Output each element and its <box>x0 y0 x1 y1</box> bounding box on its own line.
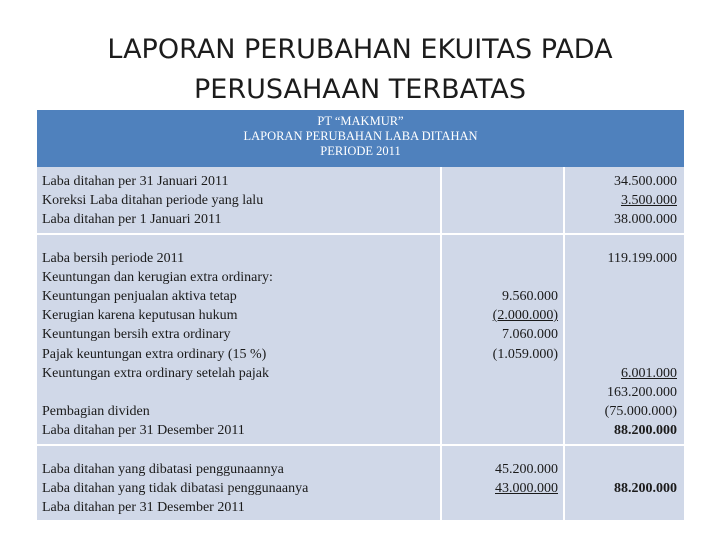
slide-title <box>0 30 720 110</box>
value-laba-1-januari: 38.000.000 <box>614 212 677 227</box>
title-line-1: LAPORAN PERUBAHAN EKUITAS PADA <box>107 34 613 65</box>
value-total-laba-ditahan: 88.200.000 <box>614 481 677 496</box>
label-kerugian-hukum: Kerugian karena keputusan hukum <box>42 308 238 323</box>
value-setelah-pajak: 6.001.000 <box>621 366 677 381</box>
label-laba-31-januari: Laba ditahan per 31 Januari 2011 <box>42 174 229 189</box>
label-laba-31-desember-total: Laba ditahan per 31 Desember 2011 <box>42 500 245 515</box>
report-period: PERIODE 2011 <box>320 144 401 158</box>
label-laba-bersih: Laba bersih periode 2011 <box>42 251 185 266</box>
column-divider-2 <box>563 167 565 520</box>
label-extra-ordinary: Keuntungan dan kerugian extra ordinary: <box>42 270 273 285</box>
mid-tidak-dibatasi: 43.000.000 <box>495 481 558 496</box>
column-divider-1 <box>440 167 442 520</box>
mid-keuntungan-penjualan: 9.560.000 <box>502 289 558 304</box>
report-name: LAPORAN PERUBAHAN LABA DITAHAN <box>243 129 478 143</box>
label-tidak-dibatasi: Laba ditahan yang tidak dibatasi penggunaanya <box>42 481 309 496</box>
company-name: PT “MAKMUR” <box>317 114 404 128</box>
label-keuntungan-bersih: Keuntungan bersih extra ordinary <box>42 327 231 342</box>
mid-dibatasi: 45.200.000 <box>495 462 558 477</box>
value-subtotal: 163.200.000 <box>607 385 677 400</box>
label-laba-31-desember: Laba ditahan per 31 Desember 2011 <box>42 423 245 438</box>
label-dibatasi: Laba ditahan yang dibatasi penggunaannya <box>42 462 284 477</box>
label-keuntungan-penjualan: Keuntungan penjualan aktiva tetap <box>42 289 237 304</box>
value-laba-bersih: 119.199.000 <box>607 251 677 266</box>
value-laba-31-januari: 34.500.000 <box>614 174 677 189</box>
mid-keuntungan-bersih: 7.060.000 <box>502 327 558 342</box>
label-pembagian-dividen: Pembagian dividen <box>42 404 150 419</box>
mid-pajak: (1.059.000) <box>492 347 558 362</box>
value-laba-31-desember: 88.200.000 <box>614 423 677 438</box>
label-pajak: Pajak keuntungan extra ordinary (15 %) <box>42 347 267 362</box>
label-setelah-pajak: Keuntungan extra ordinary setelah pajak <box>42 366 270 381</box>
value-koreksi-laba: 3.500.000 <box>621 193 677 208</box>
mid-kerugian-hukum: (2.000.000) <box>492 308 558 323</box>
table-header <box>37 110 684 167</box>
label-laba-1-januari: Laba ditahan per 1 Januari 2011 <box>42 212 222 227</box>
label-koreksi-laba: Koreksi Laba ditahan periode yang lalu <box>42 193 264 208</box>
value-pembagian-dividen: (75.000.000) <box>604 404 677 419</box>
title-line-2: PERUSAHAAN TERBATAS <box>194 74 526 105</box>
